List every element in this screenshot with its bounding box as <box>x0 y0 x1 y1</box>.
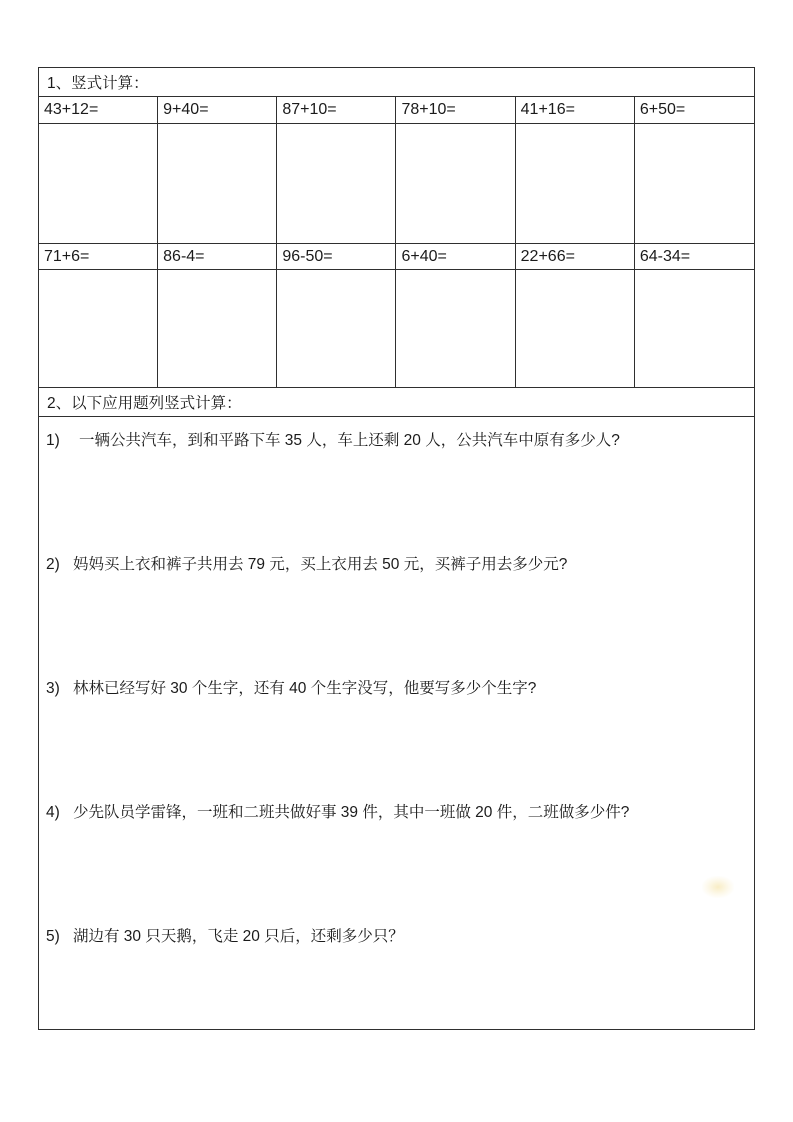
section1-title-row <box>39 68 754 97</box>
equation-row-2 <box>39 244 754 270</box>
equation-cell <box>516 244 635 269</box>
equation-cell <box>158 97 277 123</box>
equation: 6+50= <box>639 101 686 118</box>
worksheet-table <box>38 67 755 1030</box>
equation-cell <box>635 97 754 123</box>
problem-text: 妈妈买上衣和裤子共用去 79 元，买上衣用去 50 元，买裤子用去多少元? <box>73 556 568 573</box>
word-problem-5 <box>46 927 744 947</box>
work-cell <box>158 124 277 243</box>
section1-title: 1、竖式计算： <box>47 75 149 92</box>
equation: 22+66= <box>520 248 575 265</box>
problem-text: 一辆公共汽车，到和平路下车 35 人，车上还剩 20 人，公共汽车中原有多少人? <box>79 432 620 449</box>
equation: 9+40= <box>163 101 209 118</box>
work-cell <box>396 124 515 243</box>
word-problem-2 <box>46 555 744 575</box>
workspace-row-1 <box>39 124 754 244</box>
problem-number: 5) <box>46 928 60 945</box>
equation-cell <box>277 97 396 123</box>
problem-text: 湖边有 30 只天鹅，飞走 20 只后，还剩多少只？ <box>73 928 404 945</box>
workspace-row-2 <box>39 270 754 388</box>
equation-cell <box>396 97 515 123</box>
equation-row-1 <box>39 97 754 124</box>
equation-cell <box>277 244 396 269</box>
equation: 71+6= <box>44 248 90 265</box>
work-cell <box>39 124 158 243</box>
equation-cell <box>39 244 158 269</box>
equation-cell <box>635 244 754 269</box>
equation: 78+10= <box>401 101 456 118</box>
equation: 86-4= <box>163 248 205 265</box>
section2-title: 2、以下应用题列竖式计算： <box>47 395 242 412</box>
equation-cell <box>516 97 635 123</box>
work-cell <box>158 270 277 387</box>
equation-cell <box>396 244 515 269</box>
work-cell <box>277 270 396 387</box>
equation: 6+40= <box>401 248 447 265</box>
equation-cell <box>158 244 277 269</box>
problem-number: 2) <box>46 556 60 573</box>
equation-cell <box>39 97 158 123</box>
equation: 43+12= <box>44 101 99 118</box>
work-cell <box>635 124 754 243</box>
problem-number: 3) <box>46 680 60 697</box>
equation: 87+10= <box>282 101 337 118</box>
problem-number: 1) <box>46 432 60 449</box>
work-cell <box>635 270 754 387</box>
word-problem-3 <box>46 679 744 699</box>
problem-text: 林林已经写好 30 个生字，还有 40 个生字没写，他要写多少个生字? <box>73 680 537 697</box>
word-problems-area <box>39 417 754 1029</box>
word-problem-1 <box>46 431 744 451</box>
work-cell <box>39 270 158 387</box>
equation: 41+16= <box>520 101 575 118</box>
work-cell <box>396 270 515 387</box>
work-cell <box>277 124 396 243</box>
work-cell <box>516 124 635 243</box>
work-cell <box>516 270 635 387</box>
problem-number: 4) <box>46 804 60 821</box>
equation: 64-34= <box>639 248 691 265</box>
problem-text: 少先队员学雷锋，一班和二班共做好事 39 件，其中一班做 20 件，二班做多少件? <box>73 804 630 821</box>
word-problem-4 <box>46 803 744 823</box>
section2-title-row <box>39 388 754 417</box>
equation: 96-50= <box>282 248 333 265</box>
